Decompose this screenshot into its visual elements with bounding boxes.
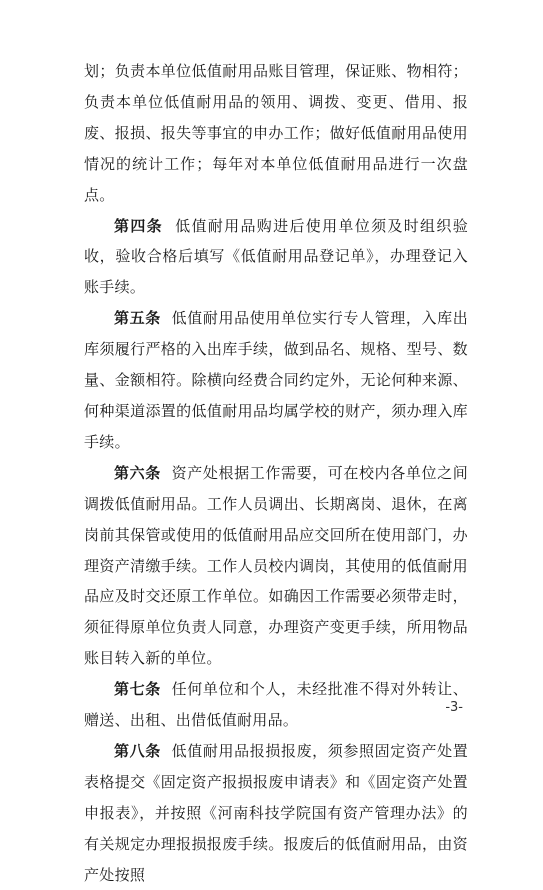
article-text: 低值耐用品购进后使用单位须及时组织验收，验收合格后填写《低值耐用品登记单》，办理登记入账手续。 <box>84 216 468 297</box>
paragraph-text: 划；负责本单位低值耐用品账目管理，保证账、物相符；负责本单位低值耐用品的领用、调拨、变更、借用、报废、报损、报失等事宜的申办工作；做好低值耐用品使用情况的统计工作；每年对本单位低值耐用品进行一次盘点。 <box>84 62 468 204</box>
article-text: 低值耐用品使用单位实行专人管理，入库出库须履行严格的入出库手续，做到品名、规格、型号、数量、金额相符。除横向经费合同约定外，无论何种来源、何种渠道添置的低值耐用品均属学校的财产，须办理入库手续。 <box>84 309 469 451</box>
article-heading: 第七条 <box>114 680 161 699</box>
body-text <box>84 56 468 890</box>
article-5 <box>84 303 468 458</box>
article-heading: 第六条 <box>114 463 161 482</box>
article-heading: 第五条 <box>114 309 161 328</box>
article-text: 任何单位和个人，未经批准不得对外转让、赠送、出租、出借低值耐用品。 <box>84 680 469 730</box>
page-number: -3- <box>445 700 463 715</box>
paragraph-continuation <box>84 56 468 211</box>
article-6 <box>84 458 468 674</box>
article-8 <box>84 736 468 890</box>
article-heading: 第八条 <box>114 741 161 760</box>
article-heading: 第四条 <box>114 216 163 235</box>
article-text: 资产处根据工作需要，可在校内各单位之间调拨低值耐用品。工作人员调出、长期离岗、退休，在离岗前其保管或使用的低值耐用品应交回所在使用部门，办理资产清缴手续。工作人员校内调岗，其使用的低值耐用品应及时交还原工作单位。如确因工作需要必须带走时，须征得原单位负责人同意，办理资产变更手续，所用物品账目转入新的单位。 <box>84 463 469 668</box>
article-4 <box>84 211 468 304</box>
article-7 <box>84 674 468 736</box>
article-text: 低值耐用品报损报废，须参照固定资产处置表格提交《固定资产报损报废申请表》和《固定资产处置申报表》，并按照《河南科技学院国有资产管理办法》的有关规定办理报损报废手续。报废后的低值耐用品，由资产处按照 <box>84 741 469 884</box>
